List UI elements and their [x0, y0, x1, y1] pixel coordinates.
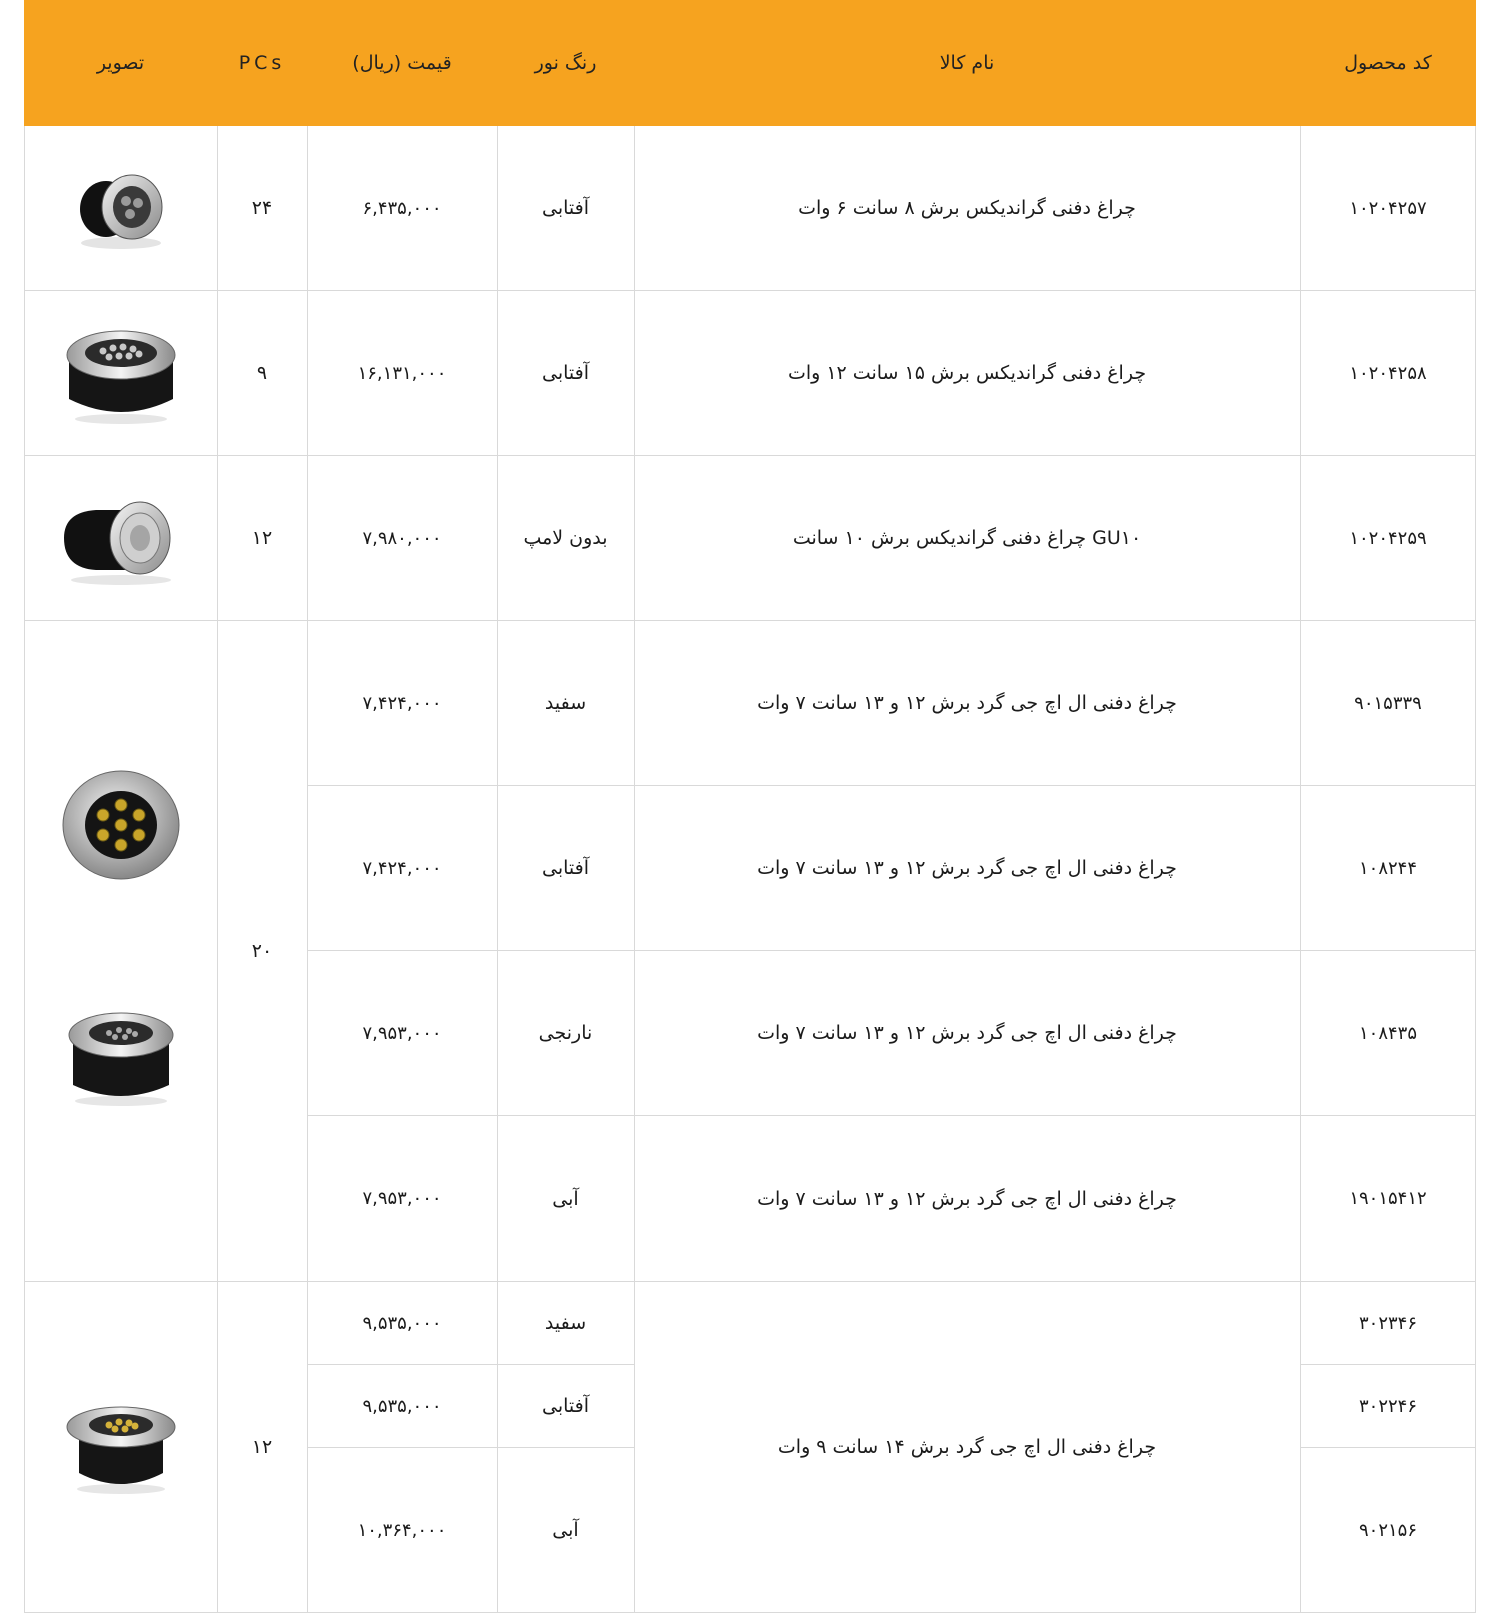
cell-price: ۱۶,۱۳۱,۰۰۰: [357, 362, 447, 384]
cell-code: ۱۹۰۱۵۴۱۲: [1349, 1188, 1427, 1209]
inground-lamp-top-view-icon: [24, 760, 217, 890]
cell-price: ۷,۹۸۰,۰۰۰: [362, 527, 442, 549]
cell-name: چراغ دفنی ال اچ جی گرد برش ۱۲ و ۱۳ سانت ۷ وات: [757, 857, 1177, 879]
cell-code: ۹۰۱۵۳۳۹: [1354, 692, 1422, 714]
cell-pcs: ۹: [256, 362, 268, 384]
cell-pcs: ۲۴: [251, 197, 273, 219]
price-table: [24, 0, 1476, 1613]
cell-pcs: ۱۲: [251, 527, 273, 549]
cell-code: ۹۰۲۱۵۶: [1358, 1519, 1417, 1541]
cell-price: ۱۰,۳۶۴,۰۰۰: [357, 1519, 447, 1541]
cell-price: ۷,۹۵۳,۰۰۰: [362, 1188, 442, 1209]
cell-code: ۱۰۲۰۴۲۵۷: [1349, 197, 1427, 219]
header-light-color: رنگ نور: [534, 52, 597, 74]
header-code: کد محصول: [1344, 52, 1432, 74]
cell-code: ۳۰۲۲۴۶: [1358, 1395, 1417, 1417]
cell-price: ۷,۹۵۳,۰۰۰: [362, 1022, 442, 1044]
header-pcs: PCs: [238, 52, 286, 74]
cell-pcs: ۲۰: [251, 940, 273, 962]
cell-pcs: ۱۲: [251, 1436, 273, 1458]
cell-light-color: آفتابی: [541, 1395, 589, 1417]
cell-name: چراغ دفنی گراندیکس برش ۱۰ سانت GU۱۰: [792, 527, 1142, 549]
header-name: نام کالا: [939, 52, 995, 74]
cell-name: چراغ دفنی ال اچ جی گرد برش ۱۴ سانت ۹ وات: [777, 1436, 1157, 1458]
cell-name: چراغ دفنی ال اچ جی گرد برش ۱۲ و ۱۳ سانت ۷ وات: [757, 1187, 1177, 1210]
cell-price: ۷,۴۲۴,۰۰۰: [362, 692, 442, 714]
cell-name: چراغ دفنی ال اچ جی گرد برش ۱۲ و ۱۳ سانت ۷ وات: [757, 1022, 1177, 1044]
cell-light-color: سفید: [544, 692, 587, 714]
cell-price: ۹,۵۳۵,۰۰۰: [362, 1312, 442, 1334]
inground-lamp-side-view-icon: [24, 990, 217, 1120]
cell-price: ۶,۴۳۵,۰۰۰: [362, 197, 442, 219]
cell-code: ۱۰۸۲۴۴: [1358, 857, 1417, 879]
cell-price: ۹,۵۳۵,۰۰۰: [362, 1395, 442, 1417]
cell-name: چراغ دفنی گراندیکس برش ۸ سانت ۶ وات: [798, 197, 1136, 219]
cell-light-color: آفتابی: [541, 362, 589, 384]
inground-lamp-gu10-icon: [24, 456, 217, 620]
cell-code: ۱۰۲۰۴۲۵۹: [1349, 527, 1427, 549]
cell-price: ۷,۴۲۴,۰۰۰: [362, 857, 442, 879]
header-price: قیمت (ریال): [352, 52, 452, 74]
cell-light-color: نارنجی: [538, 1022, 593, 1044]
inground-lamp-large-icon: [24, 1282, 217, 1612]
cell-light-color: آبی: [552, 1187, 579, 1210]
cell-code: ۳۰۲۳۴۶: [1358, 1312, 1417, 1334]
cell-light-color: آبی: [552, 1519, 579, 1541]
inground-lamp-multi-led-icon: [24, 291, 217, 455]
header-image: تصویر: [96, 52, 145, 74]
cell-name: چراغ دفنی گراندیکس برش ۱۵ سانت ۱۲ وات: [787, 362, 1147, 384]
cell-light-color: آفتابی: [541, 197, 589, 219]
cell-code: ۱۰۸۴۳۵: [1358, 1022, 1417, 1044]
cell-code: ۱۰۲۰۴۲۵۸: [1349, 362, 1427, 384]
cell-light-color: بدون لامپ: [523, 527, 608, 549]
cell-light-color: سفید: [544, 1312, 587, 1334]
cell-light-color: آفتابی: [541, 857, 589, 879]
inground-lamp-small-icon: [24, 126, 217, 290]
cell-name: چراغ دفنی ال اچ جی گرد برش ۱۲ و ۱۳ سانت ۷ وات: [757, 692, 1177, 714]
